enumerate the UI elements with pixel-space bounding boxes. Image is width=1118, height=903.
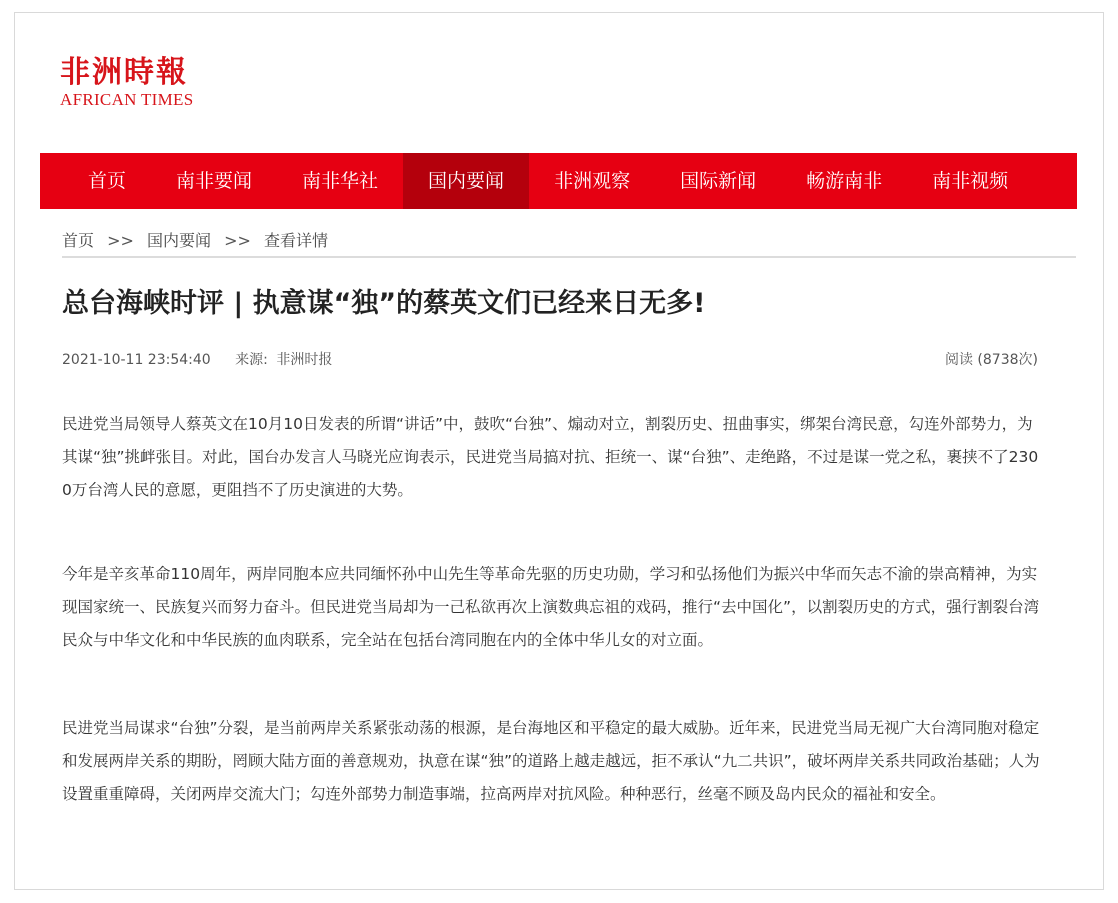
logo-english-name: AFRICAN TIMES	[60, 90, 194, 109]
main-nav	[40, 153, 1077, 209]
article-paragraph: 民进党当局谋求“台独”分裂，是当前两岸关系紧张动荡的根源，是台海地区和平稳定的最大威胁。近年来，民进党当局无视广大台湾同胞对稳定和发展两岸关系的期盼，罔顾大陆方面的善意规劝，执意在谋“独”的道路上越走越远，拒不承认“九二共识”，破坏两岸关系共同政治基础；人为设置重重障碍，关闭两岸交流大门；勾连外部势力制造事端，拉高两岸对抗风险。种种恶行，丝毫不顾及岛内民众的福祉和安全。	[62, 719, 1040, 803]
nav-item-africa-watch[interactable]: 非洲观察	[554, 170, 631, 192]
breadcrumb-separator: >>	[224, 231, 251, 250]
article-meta	[62, 350, 1038, 370]
breadcrumb-separator: >>	[107, 231, 134, 250]
nav-item-international-news[interactable]: 国际新闻	[680, 170, 757, 192]
breadcrumb	[62, 230, 1076, 258]
nav-item-south-africa-chinese[interactable]: 南非华社	[302, 170, 379, 192]
article-source-label: 来源:	[235, 352, 268, 368]
article-source: 非洲时报	[276, 352, 333, 368]
nav-item-south-africa-video[interactable]: 南非视频	[932, 170, 1009, 192]
breadcrumb-section-link[interactable]: 国内要闻	[147, 231, 212, 250]
breadcrumb-home-link[interactable]: 首页	[62, 231, 95, 250]
logo-chinese-name: 非洲時報	[60, 55, 188, 90]
nav-item-home[interactable]: 首页	[88, 170, 127, 192]
site-logo[interactable]	[60, 56, 240, 114]
nav-item-south-africa-news[interactable]: 南非要闻	[176, 170, 253, 192]
article-title: 总台海峡时评 | 执意谋“独”的蔡英文们已经来日无多!	[62, 288, 706, 319]
article-view-count: 阅读 (8738次)	[944, 352, 1038, 368]
article-date: 2021-10-11 23:54:40	[62, 352, 211, 368]
nav-item-travel-south-africa[interactable]: 畅游南非	[806, 170, 883, 192]
breadcrumb-current: 查看详情	[264, 231, 329, 250]
article-paragraph: 民进党当局领导人蔡英文在10月10日发表的所谓“讲话”中，鼓吹“台独”、煽动对立，割裂历史、扭曲事实，绑架台湾民意，勾连外部势力，为其谋“独”挑衅张目。对此，国台办发言人马晓光应询表示，民进党当局搞对抗、拒统一、谋“台独”、走绝路，不过是谋一党之私，裹挟不了2300万台湾人民的意愿，更阻挡不了历史演进的大势。	[62, 415, 1039, 499]
nav-item-domestic-news[interactable]: 国内要闻	[403, 153, 529, 209]
article-paragraph: 今年是辛亥革命110周年，两岸同胞本应共同缅怀孙中山先生等革命先驱的历史功勋，学习和弘扬他们为振兴中华而矢志不渝的崇高精神，为实现国家统一、民族复兴而努力奋斗。但民进党当局却为一己私欲再次上演数典忘祖的戏码，推行“去中国化”，以割裂历史的方式，强行割裂台湾民众与中华文化和中华民族的血肉联系，完全站在包括台湾同胞在内的全体中华儿女的对立面。	[62, 565, 1040, 649]
